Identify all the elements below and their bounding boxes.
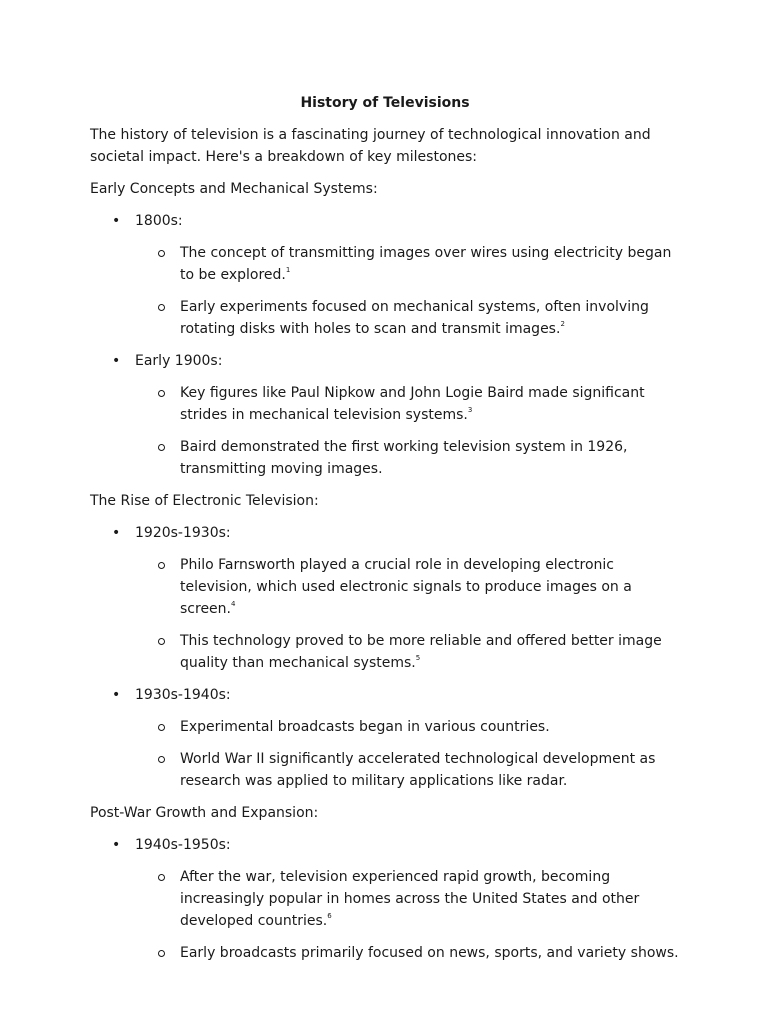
milestone-text: Early experiments focused on mechanical systems, often involving rotating disks with holes to scan and transmit images. [180,299,649,337]
footnote-marker[interactable]: 6 [327,912,332,921]
milestone-text: World War II significantly accelerated technological development as research was applied to military applications like radar. [180,751,656,789]
footnote-marker[interactable]: 5 [415,654,421,663]
hollow-bullet-icon [158,250,165,257]
milestone-item [135,242,680,286]
period-list [90,834,680,964]
section-heading: The Rise of Electronic Television: [90,493,319,509]
milestone-item [135,554,680,620]
milestone-text: Experimental broadcasts began in various countries. [180,719,550,735]
hollow-bullet-icon [158,390,165,397]
milestone-list [135,382,680,480]
milestone-item [135,436,680,480]
footnote-marker[interactable]: 4 [231,600,236,609]
period-list-item [90,834,680,964]
footnote-marker[interactable]: 3 [467,406,473,415]
footnote-marker[interactable]: 1 [285,266,291,275]
milestone-text: Key figures like Paul Nipkow and John Logie Baird made significant strides in mechanical television systems. [180,385,645,423]
period-label: 1940s-1950s: [135,837,231,853]
hollow-bullet-icon [158,444,165,451]
bullet-icon: • [112,837,121,853]
period-list-item [90,522,680,674]
bullet-icon: • [112,353,121,369]
milestone-list [135,866,680,964]
hollow-bullet-icon [158,874,165,881]
milestone-text: After the war, television experienced rapid growth, becoming increasingly popular in homes across the United States and other developed countries. [180,869,640,929]
milestone-text: The concept of transmitting images over wires using electricity began to be explored. [180,245,672,283]
period-label: 1800s: [135,213,183,229]
period-list [90,210,680,480]
section-heading: Post-War Growth and Expansion: [90,805,319,821]
milestone-text: This technology proved to be more reliable and offered better image quality than mechanical systems. [180,633,662,671]
milestone-item [135,296,680,340]
document-title: History of Televisions [300,95,470,111]
document-body [90,92,680,974]
bullet-icon: • [112,213,121,229]
period-list-item [90,350,680,480]
hollow-bullet-icon [158,304,165,311]
hollow-bullet-icon [158,756,165,763]
footnote-marker[interactable]: 2 [560,320,565,329]
milestone-text: Early broadcasts primarily focused on news, sports, and variety shows. [180,945,679,961]
period-list [90,522,680,792]
period-label: 1920s-1930s: [135,525,231,541]
milestone-list [135,716,680,792]
hollow-bullet-icon [158,950,165,957]
hollow-bullet-icon [158,638,165,645]
milestone-list [135,242,680,340]
milestone-item [135,382,680,426]
bullet-icon: • [112,525,121,541]
intro-paragraph: The history of television is a fascinating journey of technological innovation and societal impact. Here's a breakdown of key milestones: [90,127,651,165]
milestone-list [135,554,680,674]
section-heading: Early Concepts and Mechanical Systems: [90,181,378,197]
hollow-bullet-icon [158,724,165,731]
sections-container [90,178,680,964]
milestone-item [135,716,680,738]
period-list-item [90,684,680,792]
milestone-item [135,866,680,932]
milestone-text: Baird demonstrated the first working television system in 1926, transmitting moving images. [180,439,628,477]
milestone-item [135,630,680,674]
period-label: 1930s-1940s: [135,687,231,703]
milestone-text: Philo Farnsworth played a crucial role in developing electronic television, which used electronic signals to produce images on a screen. [180,557,632,617]
hollow-bullet-icon [158,562,165,569]
bullet-icon: • [112,687,121,703]
period-list-item [90,210,680,340]
milestone-item [135,748,680,792]
milestone-item [135,942,680,964]
period-label: Early 1900s: [135,353,223,369]
